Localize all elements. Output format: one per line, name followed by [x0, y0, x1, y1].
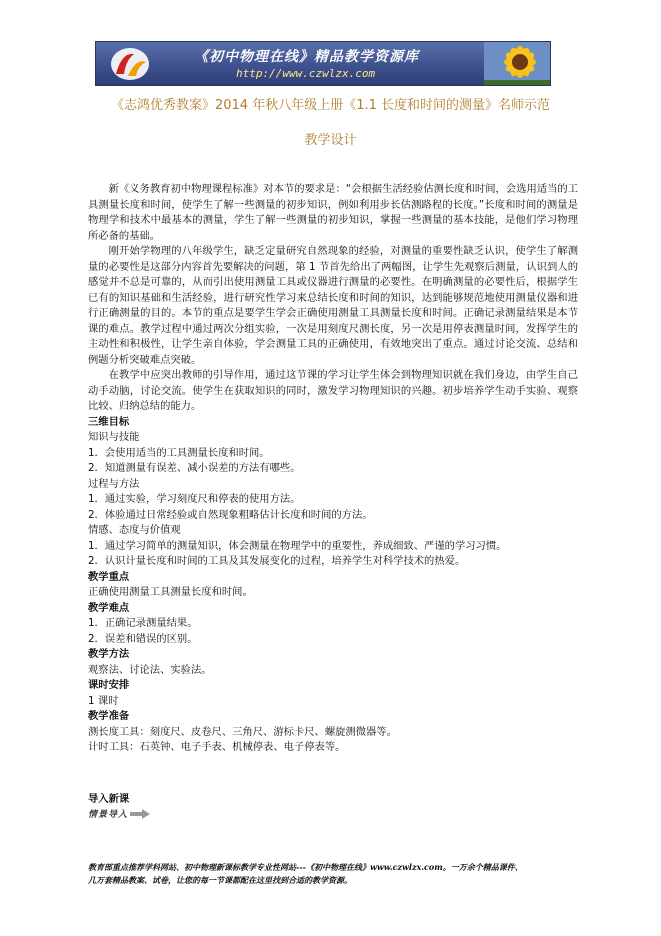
intro-paragraph: 刚开始学物理的八年级学生，缺乏定量研究自然现象的经验，对测量的重要性缺乏认识，使学生了解测量的必要性是这部分内容首先要解决的问题，第 1 节首先给出了两幅图，让学生先观察后测量，认识到人的感觉并不总是可靠的，从而引出使用测量工具或仪器进行测量的必要性。在明确测量的必要性后，根据学生已有的知识基础和生活经验，进行研究性学习来总结长度和时间的知识，达到能够规范地使用测量仪器和进行正确测量的目的。本节的重点是要学生学会正确使用测量工具测量长度和时间。正确记录测量结果是本节课的难点。教学过程中通过两次分组实验，一次是用刻度尺测长度，另一次是用停表测量时间，发挥学生的主动性和积极性，让学生亲自体验，学会测量工具的正确使用，有效地突出了重点。通过讨论交流、总结和例题分析突破难点突破。	[88, 245, 578, 366]
site-banner	[95, 41, 551, 86]
footer-line: 几万套精品教案、试卷，让您的每一节课都配在这里找到合适的教学资源。	[88, 875, 352, 885]
intro-paragraph: 新《义务教育初中物理课程标准》对本节的要求是：“会根据生活经验估测长度和时间，会选用适当的工具测量长度和时间，使学生了解一些测量的初步知识，例如利用步长估测路程的长度。”长度和时间的测量是物理学和技术中最基本的测量，学生了解一些测量的初步知识，掌握一些测量的基本技能，是他们学习物理所必备的基础。	[88, 183, 578, 242]
key-point-text: 正确使用测量工具测量长度和时间。	[88, 586, 253, 598]
document-title-continued: 教学设计	[304, 133, 357, 148]
objectives-heading: 三维目标	[88, 415, 130, 428]
list-item: 1．通过学习简单的测量知识，体会测量在物理学中的重要性，养成细致、严谨的学习习惯。	[88, 539, 507, 552]
attitude-label: 情感、态度与价值观	[88, 524, 181, 536]
banner-url[interactable]: http://www.czwlzx.com	[236, 67, 376, 80]
document-title: 《志鸿优秀教案》2014 年秋八年级上册《1.1 长度和时间的测量》名师示范	[110, 98, 551, 113]
list-item: 1．正确记录测量结果。	[88, 617, 198, 629]
list-item: 2．误差和错误的区别。	[88, 632, 198, 645]
list-item: 2．知道测量有误差、减小误差的方法有哪些。	[88, 462, 301, 474]
site-logo-icon	[110, 46, 150, 82]
process-label: 过程与方法	[88, 477, 140, 490]
method-heading: 教学方法	[88, 648, 130, 660]
time-tools-text: 计时工具：石英钟、电子手表、机械停表、电子停表等。	[88, 741, 346, 753]
list-item: 1．会使用适当的工具测量长度和时间。	[88, 446, 270, 459]
document-body	[88, 182, 578, 824]
method-text: 观察法、讨论法、实验法。	[88, 663, 212, 676]
list-item: 2．体验通过日常经验或自然现象粗略估计长度和时间的方法。	[88, 508, 373, 521]
difficulty-heading: 教学难点	[88, 601, 130, 614]
length-tools-text: 测长度工具：刻度尺、皮卷尺、三角尺、游标卡尺、螺旋测微器等。	[88, 725, 397, 738]
list-item: 2．认识计量长度和时间的工具及其发展变化的过程，培养学生对科学技术的热爱。	[88, 555, 466, 567]
page-footer	[88, 861, 588, 887]
arrow-right-icon	[130, 809, 150, 819]
schedule-heading: 课时安排	[88, 679, 130, 691]
list-item: 1．通过实验，学习刻度尺和停表的使用方法。	[88, 493, 301, 505]
intro-paragraph: 在教学中应突出教师的引导作用，通过这节课的学习让学生体会到物理知识就在我们身边，由学生自己动手动脑，讨论交流。使学生在获取知识的同时，激发学习物理知识的兴趣。初步培养学生动手实验、观察比较、归纳总结的能力。	[88, 369, 578, 412]
schedule-text: 1 课时	[88, 694, 119, 707]
intro-heading: 导入新课	[88, 792, 130, 805]
sunflower-icon	[484, 42, 551, 86]
knowledge-label: 知识与技能	[88, 431, 140, 443]
key-point-heading: 教学重点	[88, 570, 130, 583]
banner-title: 《初中物理在线》精品教学资源库	[194, 49, 419, 65]
intro-subheading-text: 情景导入	[88, 810, 129, 820]
footer-line: 教育部重点推荐学科网站、初中物理新课标教学专业性网站---《初中物理在线》www.czwlzx.com。一万余个精品课件、	[88, 862, 523, 872]
prep-heading: 教学准备	[88, 710, 130, 722]
intro-subheading	[88, 807, 578, 824]
